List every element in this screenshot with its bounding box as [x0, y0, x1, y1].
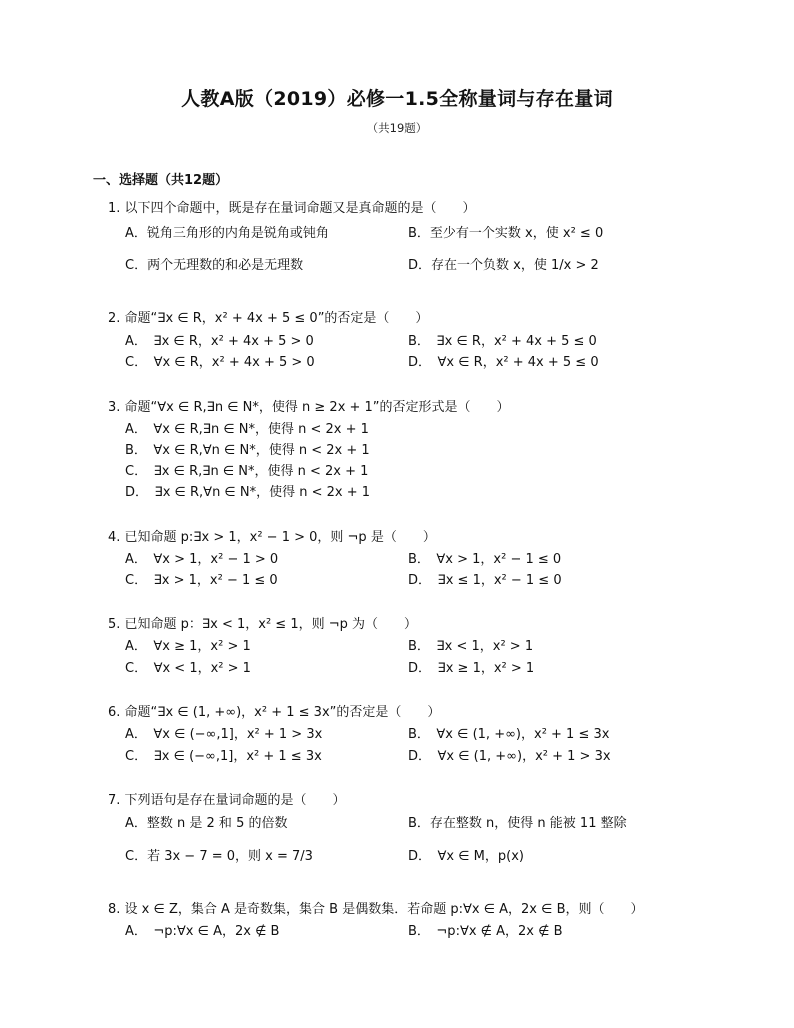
- question-1-stem: [108, 197, 476, 216]
- question-8-option-b: B． ¬p:∀x ∉ A，2x ∉ B: [408, 924, 563, 939]
- question-5-stem: [108, 613, 417, 632]
- page-title: 人教A版（2019）必修一1.5全称量词与存在量词: [181, 88, 613, 110]
- question-number: 3.: [108, 400, 121, 415]
- question-4-option-a: A． ∀x > 1，x² − 1 > 0: [125, 552, 279, 567]
- question-2-stem: [108, 307, 428, 326]
- question-6-option-a: A． ∀x ∈ (−∞,1]，x² + 1 > 3x: [125, 727, 323, 742]
- question-3-option-b: B． ∀x ∈ R,∀n ∈ N*，使得 n < 2x + 1: [125, 443, 370, 458]
- question-5-option-c: C． ∀x < 1，x² > 1: [125, 661, 251, 676]
- section-heading: 一、选择题（共12题）: [93, 173, 229, 188]
- question-number: 6.: [108, 705, 121, 720]
- page-subtitle: （共19题）: [366, 121, 428, 135]
- question-3-option-c: C． ∃x ∈ R,∃n ∈ N*，使得 n < 2x + 1: [125, 464, 369, 479]
- question-6-option-d: D． ∀x ∈ (1, +∞)，x² + 1 > 3x: [408, 749, 611, 764]
- question-7-option-c: C．若 3x − 7 = 0，则 x = 7/3: [125, 849, 313, 864]
- question-text: 命题“∃x ∈ R，x² + 4x + 5 ≤ 0”的否定是（ ）: [124, 311, 429, 326]
- question-text: 命题“∃x ∈ (1, +∞)，x² + 1 ≤ 3x”的否定是（ ）: [124, 705, 441, 720]
- question-7-option-b: B．存在整数 n，使得 n 能被 11 整除: [408, 816, 627, 831]
- question-4-option-d: D． ∃x ≤ 1，x² − 1 ≤ 0: [408, 573, 562, 588]
- question-4-option-c: C． ∃x > 1，x² − 1 ≤ 0: [125, 573, 278, 588]
- question-1-option-a: A．锐角三角形的内角是锐角或钝角: [125, 226, 329, 241]
- question-5-option-b: B． ∃x < 1，x² > 1: [408, 639, 534, 654]
- question-number: 7.: [108, 793, 121, 808]
- question-number: 1.: [108, 201, 121, 216]
- question-5-option-d: D． ∃x ≥ 1，x² > 1: [408, 661, 535, 676]
- question-3-option-d: D． ∃x ∈ R,∀n ∈ N*，使得 n < 2x + 1: [125, 485, 371, 500]
- question-7-option-d: D． ∀x ∈ M，p(x): [408, 849, 524, 864]
- question-4-option-b: B． ∀x > 1，x² − 1 ≤ 0: [408, 552, 562, 567]
- question-number: 2.: [108, 311, 121, 326]
- question-2-option-a: A． ∃x ∈ R，x² + 4x + 5 > 0: [125, 334, 314, 349]
- question-6-option-c: C． ∃x ∈ (−∞,1]，x² + 1 ≤ 3x: [125, 749, 322, 764]
- question-text: 设 x ∈ Z，集合 A 是奇数集，集合 B 是偶数集．若命题 p:∀x ∈ A，2x ∈ B，则（ ）: [124, 902, 644, 917]
- question-text: 命题“∀x ∈ R,∃n ∈ N*，使得 n ≥ 2x + 1”的否定形式是（ ）: [124, 400, 510, 415]
- question-1-option-d: D．存在一个负数 x，使 1/x > 2: [408, 258, 599, 273]
- question-2-option-d: D． ∀x ∈ R，x² + 4x + 5 ≤ 0: [408, 355, 599, 370]
- question-5-option-a: A． ∀x ≥ 1，x² > 1: [125, 639, 251, 654]
- question-2-option-c: C． ∀x ∈ R，x² + 4x + 5 > 0: [125, 355, 315, 370]
- question-3-stem: [108, 396, 510, 415]
- question-number: 5.: [108, 617, 121, 632]
- question-3-option-a: A． ∀x ∈ R,∃n ∈ N*，使得 n < 2x + 1: [125, 422, 369, 437]
- question-8-stem: [108, 898, 644, 917]
- question-text: 下列语句是存在量词命题的是（ ）: [124, 793, 346, 808]
- question-text: 已知命题 p：∃x < 1，x² ≤ 1，则 ¬p 为（ ）: [124, 617, 418, 632]
- question-4-stem: [108, 526, 436, 545]
- question-8-option-a: A． ¬p:∀x ∈ A，2x ∉ B: [125, 924, 280, 939]
- question-text: 已知命题 p:∃x > 1，x² − 1 > 0，则 ¬p 是（ ）: [124, 530, 436, 545]
- question-1-option-b: B．至少有一个实数 x，使 x² ≤ 0: [408, 226, 604, 241]
- question-7-stem: [108, 789, 346, 808]
- question-1-option-c: C．两个无理数的和必是无理数: [125, 258, 304, 273]
- question-6-stem: [108, 701, 440, 720]
- question-text: 以下四个命题中，既是存在量词命题又是真命题的是（ ）: [124, 201, 476, 216]
- question-number: 4.: [108, 530, 121, 545]
- question-2-option-b: B． ∃x ∈ R，x² + 4x + 5 ≤ 0: [408, 334, 597, 349]
- question-7-option-a: A．整数 n 是 2 和 5 的倍数: [125, 816, 288, 831]
- question-number: 8.: [108, 902, 121, 917]
- question-6-option-b: B． ∀x ∈ (1, +∞)，x² + 1 ≤ 3x: [408, 727, 610, 742]
